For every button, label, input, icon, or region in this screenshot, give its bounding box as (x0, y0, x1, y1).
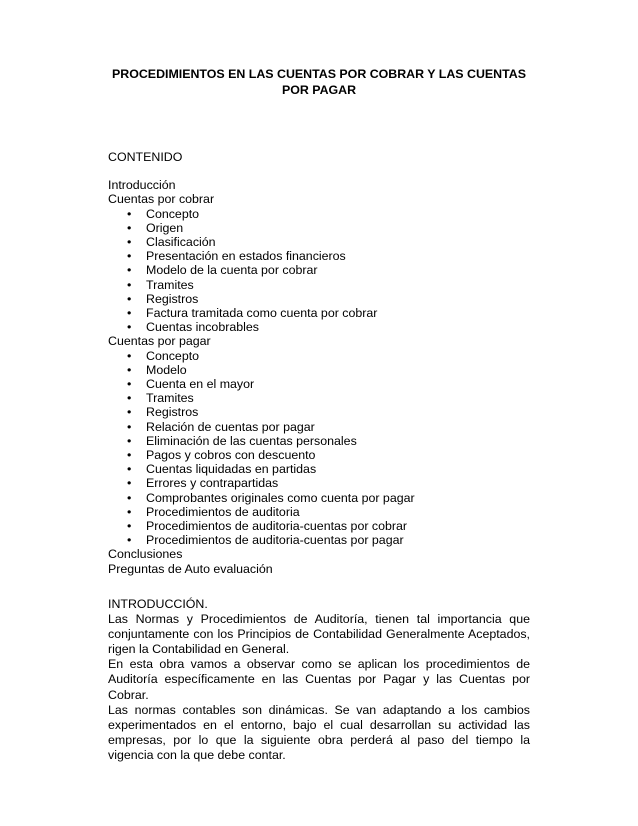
list-item-label: Clasificación (146, 235, 216, 250)
toc-cuentas-por-cobrar: Cuentas por cobrar (108, 192, 215, 207)
list-item-label: Registros (146, 405, 199, 420)
bullet-icon: • (127, 433, 132, 448)
list-item-label: Errores y contrapartidas (146, 476, 279, 491)
list-item (108, 249, 530, 263)
toc-cuentas-por-pagar: Cuentas por pagar (108, 334, 211, 349)
pagar-list (108, 349, 530, 548)
bullet-icon: • (127, 320, 132, 335)
introduction-paragraph: En esta obra vamos a observar como se aplican los procedimientos de Auditoría específicamente en las Cuentas por Pagar y las Cuentas por Cobrar. (108, 657, 530, 702)
list-item-label: Concepto (146, 348, 200, 363)
list-item-label: Pagos y cobros con descuento (146, 448, 316, 463)
list-item-label: Registros (146, 291, 199, 306)
bullet-icon: • (127, 249, 132, 264)
list-item (108, 292, 530, 306)
list-item (108, 349, 530, 363)
list-item-label: Tramites (146, 277, 194, 292)
list-item (108, 462, 530, 476)
table-of-contents (108, 150, 530, 576)
list-item (108, 377, 530, 391)
bullet-icon: • (127, 490, 132, 505)
list-item-label: Modelo de la cuenta por cobrar (146, 263, 318, 278)
bullet-icon: • (127, 377, 132, 392)
bullet-icon: • (127, 448, 132, 463)
list-item-label: Procedimientos de auditoria-cuentas por cobrar (146, 519, 408, 534)
cobrar-list (108, 207, 530, 335)
bullet-icon: • (127, 391, 132, 406)
list-item (108, 505, 530, 519)
toc-preguntas: Preguntas de Auto evaluación (108, 561, 273, 576)
toc-conclusiones: Conclusiones (108, 547, 183, 562)
introduction-paragraph: Las normas contables son dinámicas. Se van adaptando a los cambios experimentados en el entorno, bajo el cual desarrollan su actividad las empresas, por lo que la siguiente obra perderá al paso del tiempo la vigencia con la que debe contar. (108, 702, 530, 762)
list-item (108, 263, 530, 277)
list-item-label: Modelo (146, 362, 187, 377)
list-item (108, 491, 530, 505)
bullet-icon: • (127, 419, 132, 434)
bullet-icon: • (127, 462, 132, 477)
toc-introduccion: Introducción (108, 178, 176, 193)
list-item-label: Procedimientos de auditoria-cuentas por pagar (146, 533, 404, 548)
bullet-icon: • (127, 405, 132, 420)
list-item (108, 278, 530, 292)
bullet-icon: • (127, 291, 132, 306)
list-item-label: Cuentas incobrables (146, 320, 259, 335)
list-item (108, 405, 530, 419)
bullet-icon: • (127, 306, 132, 321)
list-item-label: Factura tramitada como cuenta por cobrar (146, 306, 378, 321)
contents-heading: CONTENIDO (108, 150, 183, 164)
introduction-section (108, 597, 530, 763)
bullet-icon: • (127, 476, 132, 491)
bullet-icon: • (127, 220, 132, 235)
list-item-label: Cuentas liquidadas en partidas (146, 462, 317, 477)
list-item (108, 533, 530, 547)
list-item (108, 207, 530, 221)
list-item (108, 235, 530, 249)
list-item-label: Procedimientos de auditoria (146, 504, 300, 519)
list-item-label: Eliminación de las cuentas personales (146, 433, 357, 448)
list-item (108, 320, 530, 334)
list-item (108, 363, 530, 377)
document-title: PROCEDIMIENTOS EN LAS CUENTAS POR COBRAR Y LAS CUENTAS POR PAGAR (112, 67, 526, 97)
list-item (108, 448, 530, 462)
bullet-icon: • (127, 206, 132, 221)
bullet-icon: • (127, 519, 132, 534)
bullet-icon: • (127, 348, 132, 363)
list-item (108, 519, 530, 533)
list-item (108, 391, 530, 405)
introduction-heading: INTRODUCCIÓN. (108, 597, 208, 611)
list-item (108, 221, 530, 235)
bullet-icon: • (127, 235, 132, 250)
list-item-label: Tramites (146, 391, 194, 406)
bullet-icon: • (127, 263, 132, 278)
list-item-label: Cuenta en el mayor (146, 377, 255, 392)
list-item (108, 476, 530, 490)
list-item (108, 434, 530, 448)
bullet-icon: • (127, 504, 132, 519)
list-item-label: Comprobantes originales como cuenta por pagar (146, 490, 415, 505)
list-item (108, 420, 530, 434)
list-item-label: Origen (146, 220, 184, 235)
bullet-icon: • (127, 362, 132, 377)
bullet-icon: • (127, 277, 132, 292)
list-item (108, 306, 530, 320)
list-item-label: Concepto (146, 206, 200, 221)
list-item-label: Relación de cuentas por pagar (146, 419, 315, 434)
list-item-label: Presentación en estados financieros (146, 249, 346, 264)
bullet-icon: • (127, 533, 132, 548)
introduction-paragraph: Las Normas y Procedimientos de Auditoría, tienen tal importancia que conjuntamente con los Principios de Contabilidad Generalmente Aceptados, rigen la Contabilidad en General. (108, 612, 530, 657)
